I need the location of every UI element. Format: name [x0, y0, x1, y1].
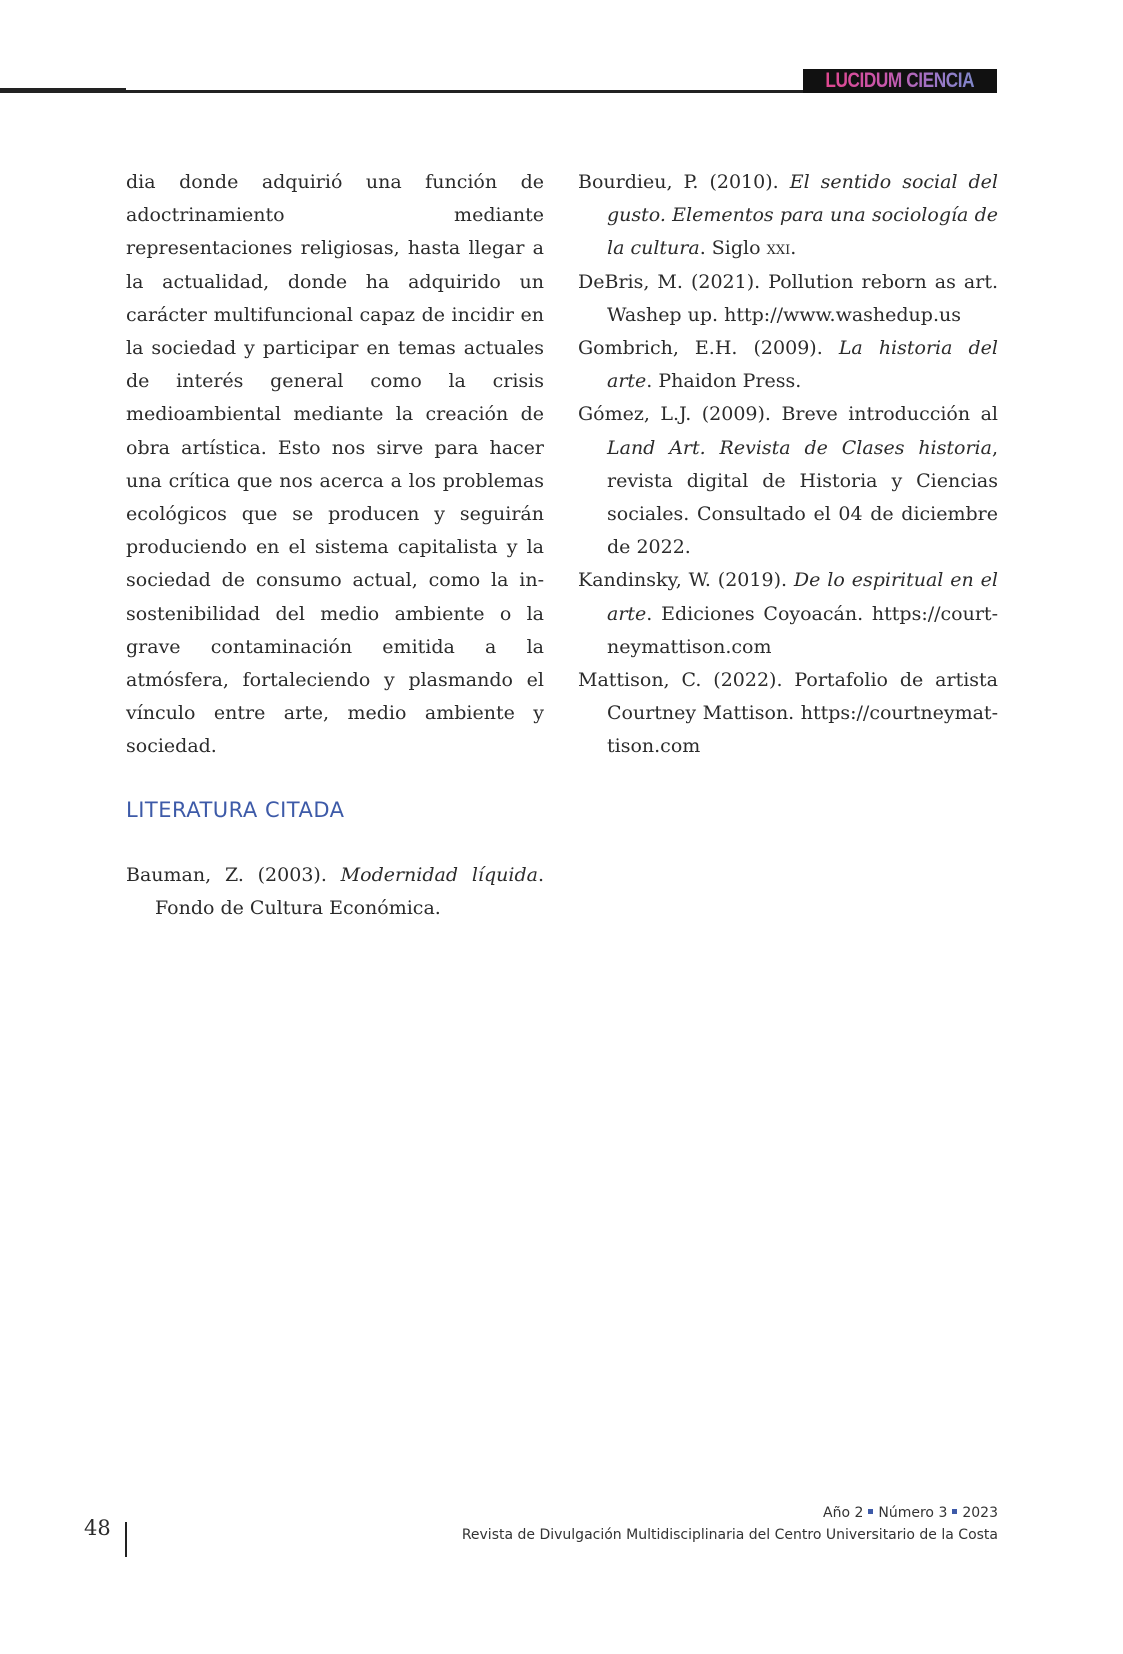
body-paragraph: dia donde adquirió una función de adoctrinamiento mediante representaciones religiosas, hasta llegar a la actualidad, donde ha adquirido un carácter multifuncional capaz de incidir en la sociedad y participar en temas actuales de interés general como la crisis medioambiental mediante la creación de obra artística. Esto nos sirve para hacer una crítica que nos acerca a los problemas ecológicos que se producen y seguirán produciendo en el sistema capitalista y la sociedad de consumo actual, como la insostenibilidad del medio ambiente o la grave contaminación emitida a la atmósfera, fortaleciendo y plasmando el vínculo entre arte, medio ambiente y sociedad.: [126, 171, 544, 758]
reference-item: DeBris, M. (2021). Pollution reborn as art. Washep up. http://www.washedup.us: [578, 270, 998, 326]
reference-item: Bourdieu, P. (2010). El sentido social del gusto. Elementos para una sociología de la cultura. Siglo xxi.: [578, 171, 999, 260]
reference-title: Modernidad líquida: [340, 863, 538, 886]
header-rule: [126, 90, 806, 93]
reference-title: De lo espiritual en el arte: [607, 569, 998, 625]
reference-title: El sentido social del gusto. Elementos para una sociología de la cultura: [607, 171, 999, 260]
reference-item: Bauman, Z. (2003). Modernidad líquida. Fondo de Cultura Económica.: [126, 863, 544, 919]
square-bullet-icon: [868, 1509, 873, 1514]
reference-title: Land Art. Revista de Clases historia: [607, 436, 992, 459]
issue-line: Año 2 Número 3 2023: [823, 1505, 998, 1521]
left-column: [126, 166, 544, 925]
reference-item: Kandinsky, W. (2019). De lo espiritual en el arte. Ediciones Coyoacán. https://courtneymattison.com: [578, 569, 998, 658]
reference-item: Mattison, C. (2022). Portafolio de artista Courtney Mattison. https://courtneymattison.com: [578, 669, 998, 758]
page-number: 48: [84, 1516, 111, 1540]
reference-title: La historia del arte: [607, 337, 998, 393]
square-bullet-icon: [952, 1509, 957, 1514]
header-rule-thick: [0, 88, 126, 93]
right-column: [578, 166, 998, 764]
reference-item: Gombrich, E.H. (2009). La historia del arte. Phaidon Press.: [578, 337, 998, 393]
reference-item: Gómez, L.J. (2009). Breve introducción al Land Art. Revista de Clases historia, revista digital de Historia y Ciencias sociales. Consultado el 04 de diciembre de 2022.: [578, 403, 998, 559]
journal-name: Revista de Divulgación Multidisciplinaria del Centro Universitario de la Costa: [461, 1527, 998, 1543]
section-heading: LITERATURA CITADA: [126, 797, 345, 822]
footer-info: [462, 1502, 998, 1546]
journal-logo: [803, 69, 997, 93]
logo-text: LUCIDUM CIENCIA: [825, 69, 975, 92]
footer-divider: [125, 1522, 127, 1557]
